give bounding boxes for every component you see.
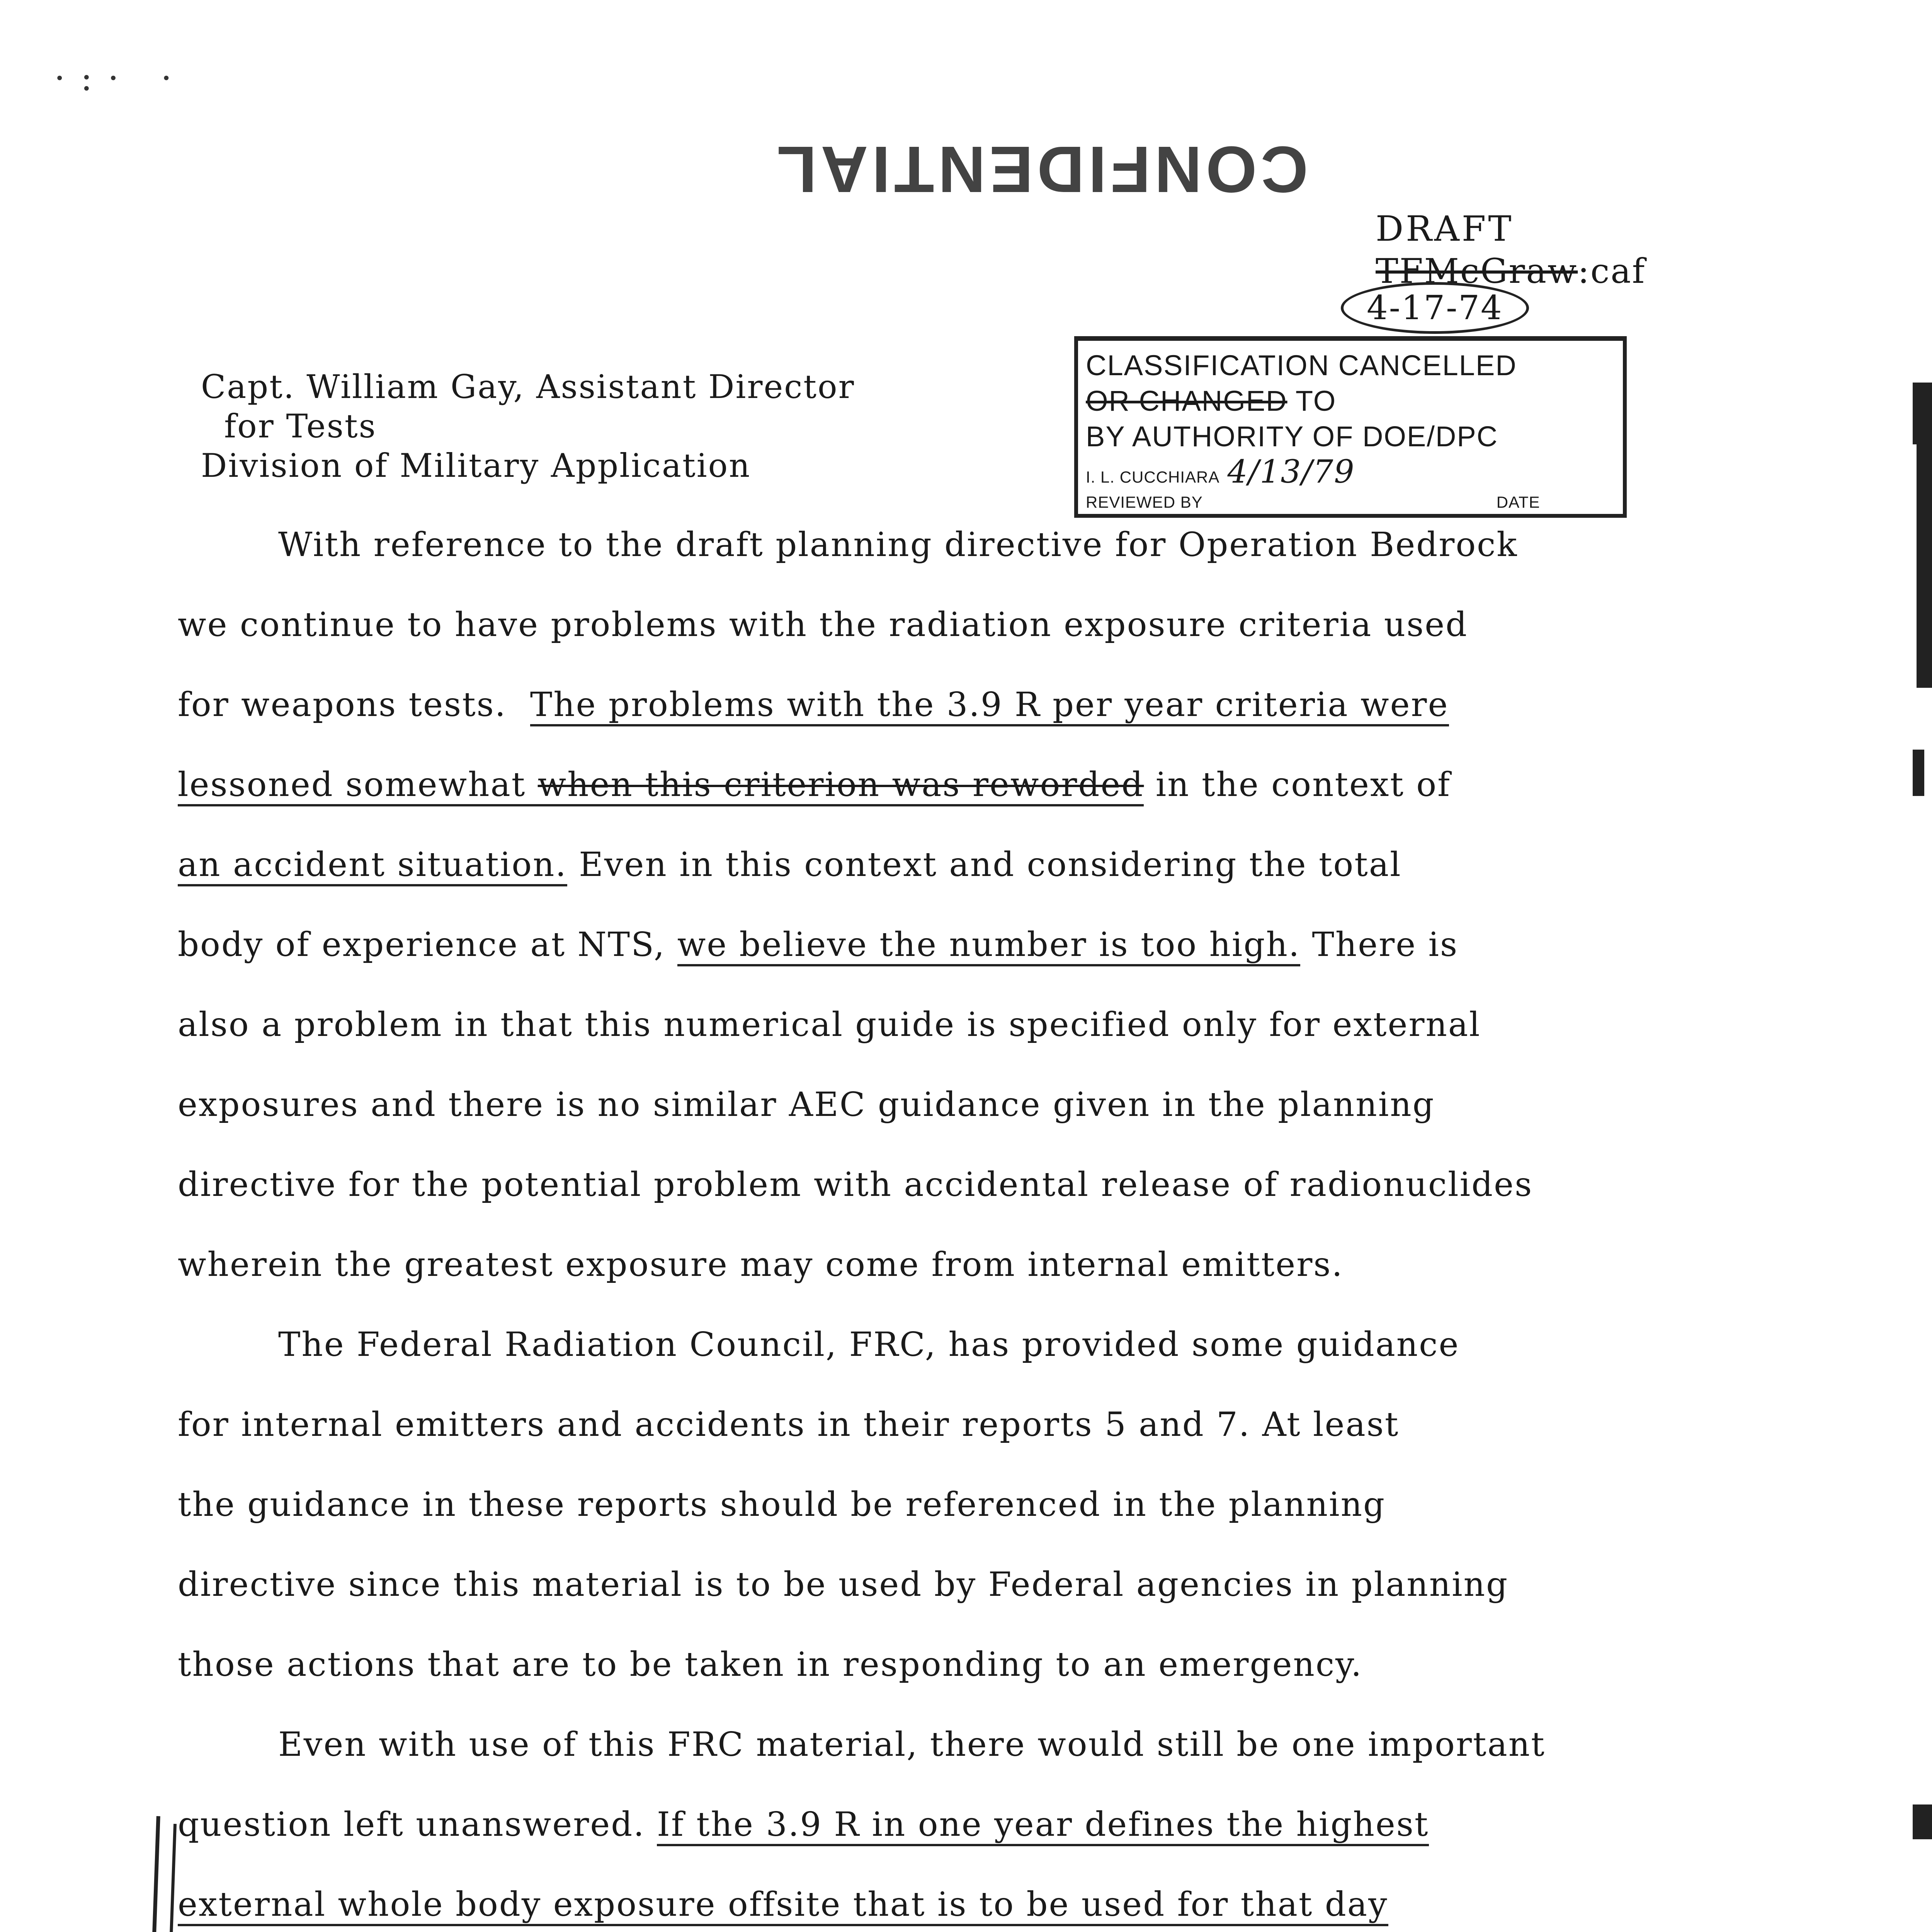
scan-edge-mark: [1913, 750, 1924, 796]
author-initials-suffix: :caf: [1578, 251, 1646, 291]
body-line: [178, 925, 1731, 1005]
body-line: for internal emitters and accidents in their reports 5 and 7. At least: [178, 1405, 1400, 1444]
draft-label: DRAFT: [1376, 209, 1514, 249]
body-line: Even with use of this FRC material, there would still be one important: [278, 1725, 1546, 1764]
body-span: question left unanswered.: [178, 1805, 657, 1844]
body-line: directive since this material is to be used by Federal agencies in planning: [178, 1565, 1509, 1604]
declass-label-row: [1086, 491, 1615, 514]
draft-date: 4-17-74: [1341, 282, 1529, 334]
declass-line-3: BY AUTHORITY OF DOE/DPC: [1086, 420, 1498, 452]
underlined-span: The problems with the 3.9 R per year criteria were: [530, 685, 1449, 726]
body-line: exposures and there is no similar AEC guidance given in the planning: [178, 1085, 1435, 1124]
classification-stamp-top: CONFIDENTIAL: [773, 133, 1308, 206]
addressee-block: [201, 367, 855, 485]
underlined-span: we believe the number is too high.: [677, 925, 1301, 966]
declass-line-2: [1086, 383, 1615, 419]
scan-specks: ·:· ·: [54, 58, 187, 99]
body-line: [178, 765, 1731, 845]
body-line: [178, 1885, 1731, 1932]
body-line: those actions that are to be taken in responding to an emergency.: [178, 1645, 1363, 1684]
body-line: [178, 685, 1731, 765]
body-line: [178, 1805, 1731, 1885]
addressee-line-2: for Tests: [224, 407, 377, 445]
underlined-span: external whole body exposure offsite that is to be used for that day: [178, 1885, 1388, 1926]
addressee-line-3: Division of Military Application: [201, 447, 751, 485]
body-line: also a problem in that this numerical guide is specified only for external: [178, 1005, 1481, 1044]
underlined-span: an accident situation.: [178, 845, 567, 886]
body-span: in the context of: [1144, 765, 1451, 804]
margin-bracket-line: [167, 1824, 177, 1932]
declass-reviewer: I. L. CUCCHIARA: [1086, 468, 1220, 486]
struck-span: when this criterion was reworded: [538, 765, 1144, 806]
underlined-span: lessoned somewhat: [178, 765, 538, 806]
body-line: The Federal Radiation Council, FRC, has provided some guidance: [278, 1325, 1460, 1364]
scan-edge: [1913, 317, 1932, 1932]
declass-reviewer-row: [1086, 454, 1615, 491]
declassification-stamp: [1074, 336, 1627, 518]
body-line: the guidance in these reports should be referenced in the planning: [178, 1485, 1386, 1524]
body-line: With reference to the draft planning directive for Operation Bedrock: [278, 526, 1518, 564]
body-span: Even in this context and considering the total: [567, 845, 1402, 884]
body-line: we continue to have problems with the radiation exposure criteria used: [178, 605, 1468, 644]
declass-date-label: DATE: [1496, 493, 1540, 511]
body-line: wherein the greatest exposure may come from internal emitters.: [178, 1245, 1344, 1284]
body-span: There is: [1300, 925, 1459, 964]
declass-line-1: CLASSIFICATION CANCELLED: [1086, 349, 1517, 381]
declass-reviewed-by-label: REVIEWED BY: [1086, 493, 1203, 511]
declass-struck-text: OR CHANGED: [1086, 385, 1287, 417]
body-line: [178, 845, 1731, 925]
addressee-line-1: Capt. William Gay, Assistant Director: [201, 368, 855, 406]
scan-edge-mark: [1913, 1804, 1932, 1839]
body-line: directive for the potential problem with accidental release of radionuclides: [178, 1165, 1533, 1204]
margin-bracket-line: [149, 1816, 160, 1932]
body-span: body of experience at NTS,: [178, 925, 677, 964]
underlined-span: If the 3.9 R in one year defines the highest: [657, 1805, 1429, 1846]
declass-review-date: 4/13/79: [1227, 454, 1355, 490]
letter-body: [178, 526, 1731, 1932]
author-initials-struck: TFMcGraw: [1376, 251, 1578, 291]
body-span: for weapons tests.: [178, 685, 507, 724]
declass-line-2-rest: TO: [1287, 385, 1337, 417]
scan-edge-mark: [1917, 417, 1932, 688]
